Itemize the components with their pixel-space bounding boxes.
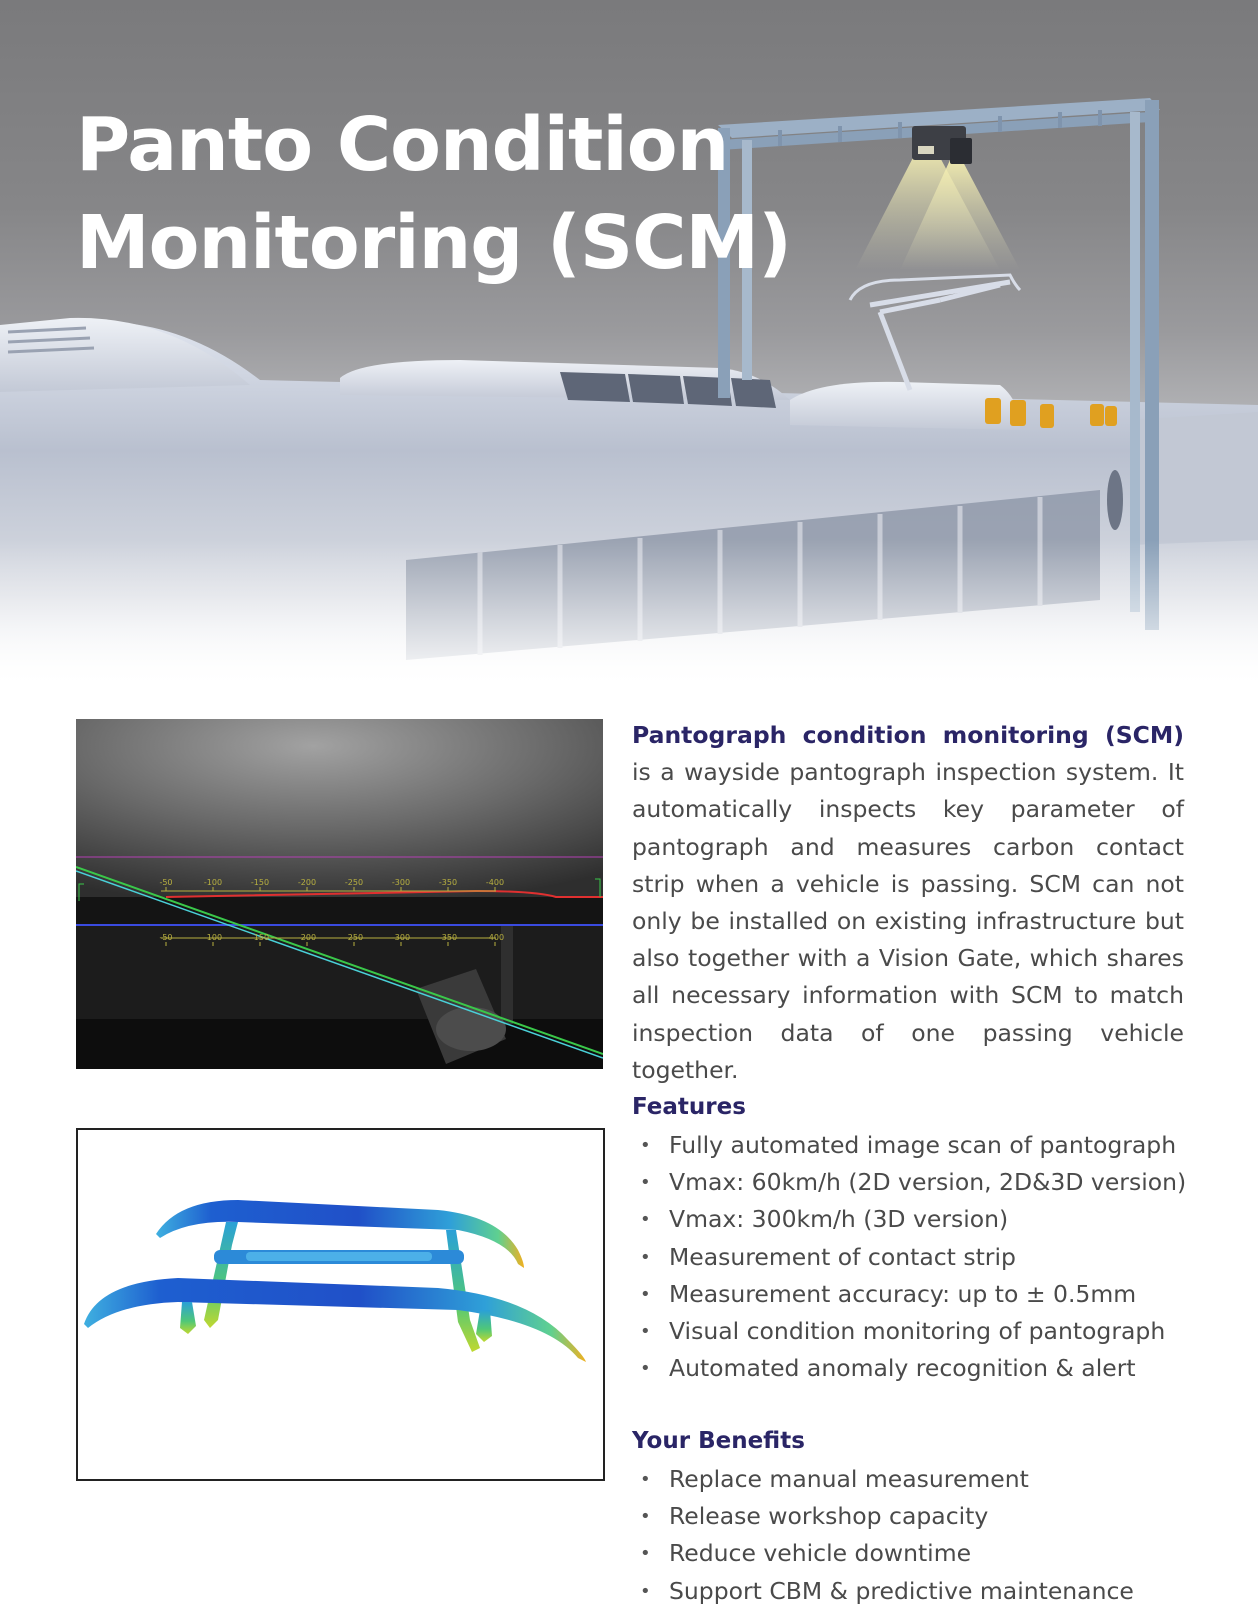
scan-foot-left bbox=[180, 1302, 196, 1334]
camera-unit bbox=[912, 126, 972, 164]
feature-item: • Measurement accuracy: up to ± 0.5mm bbox=[632, 1276, 1232, 1313]
3d-scan-image bbox=[76, 1128, 605, 1481]
title-line-1: Panto Condition bbox=[76, 102, 729, 188]
contact-strip-upper bbox=[76, 897, 603, 925]
scale-label: -100 bbox=[203, 933, 223, 942]
intro-paragraph bbox=[632, 717, 1184, 1089]
scale-label: -400 bbox=[485, 933, 505, 942]
benefit-item: • Release workshop capacity bbox=[632, 1498, 1232, 1535]
scale-label: -50 bbox=[159, 933, 173, 942]
scan-crossbar-tube bbox=[246, 1252, 432, 1261]
pantograph-model bbox=[850, 275, 1020, 390]
scale-label: -100 bbox=[203, 878, 223, 887]
title-line-2: Monitoring (SCM) bbox=[76, 200, 791, 286]
scan-foot-right bbox=[476, 1310, 492, 1342]
feature-item: • Vmax: 300km/h (3D version) bbox=[632, 1201, 1232, 1238]
feature-item: • Measurement of contact strip bbox=[632, 1239, 1232, 1276]
scan-lower-bow bbox=[84, 1278, 586, 1362]
scale-label: -50 bbox=[159, 878, 173, 887]
benefit-item: • Reduce vehicle downtime bbox=[632, 1535, 1232, 1572]
page-title bbox=[76, 96, 791, 292]
feature-item: • Vmax: 60km/h (2D version, 2D&3D version) bbox=[632, 1164, 1232, 1201]
scale-label: -400 bbox=[485, 878, 505, 887]
feature-item: • Fully automated image scan of pantograph bbox=[632, 1127, 1232, 1164]
scale-label: -200 bbox=[297, 933, 317, 942]
intro-lead: Pantograph condition monitoring (SCM) bbox=[632, 721, 1184, 749]
scale-label: -350 bbox=[438, 878, 458, 887]
benefit-item: • Support CBM & predictive maintenance bbox=[632, 1573, 1232, 1610]
intro-body: is a wayside pantograph inspection system. It automatically inspects key parameter of pantograph and measures carbon contact strip when a vehicle is passing. SCM can not only be installed on existing infrastructure but also together with a Vision Gate, which shares all necessary information with SCM to match inspection data of one passing vehicle together. bbox=[632, 758, 1184, 1084]
features-list bbox=[632, 1127, 1232, 1387]
camera-background bbox=[76, 719, 603, 899]
features-heading: Features bbox=[632, 1094, 746, 1120]
scale-label: -150 bbox=[250, 878, 270, 887]
feature-item: • Visual condition monitoring of pantograph bbox=[632, 1313, 1232, 1350]
hero-fade bbox=[0, 540, 1258, 690]
scale-label: -200 bbox=[297, 878, 317, 887]
scale-label: -300 bbox=[391, 933, 411, 942]
scan-leg-left bbox=[204, 1222, 238, 1328]
scale-label: -250 bbox=[344, 878, 364, 887]
scale-label: -300 bbox=[391, 878, 411, 887]
camera-inspection-image bbox=[76, 719, 603, 1069]
benefits-list bbox=[632, 1461, 1232, 1610]
coupling-light bbox=[1107, 470, 1123, 530]
scale-label: -250 bbox=[344, 933, 364, 942]
feature-item: • Automated anomaly recognition & alert bbox=[632, 1350, 1232, 1387]
benefits-heading: Your Benefits bbox=[632, 1428, 805, 1454]
scale-label: -350 bbox=[438, 933, 458, 942]
cylinder-part bbox=[436, 1007, 506, 1051]
hero-banner bbox=[0, 0, 1258, 690]
scale-label: -150 bbox=[250, 933, 270, 942]
benefit-item: • Replace manual measurement bbox=[632, 1461, 1232, 1498]
